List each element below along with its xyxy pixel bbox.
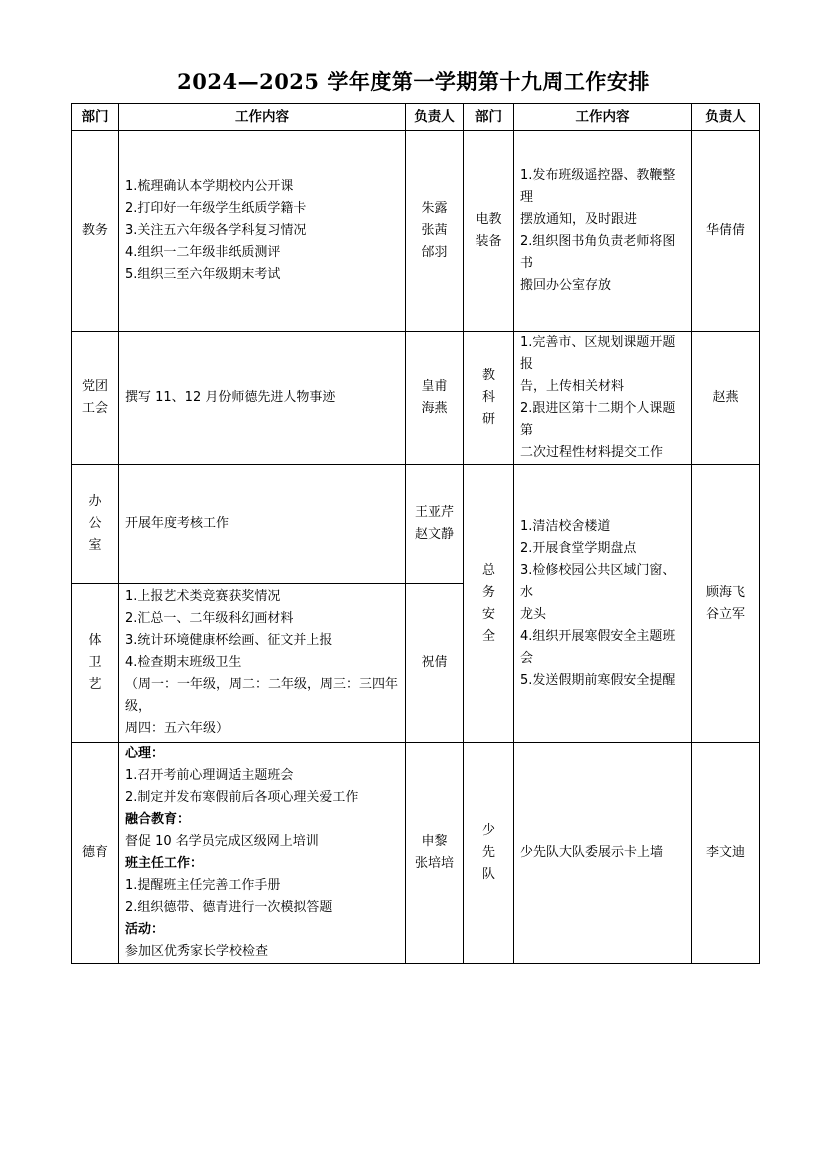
work-item: 督促 10 名学员完成区级网上培训 <box>125 834 319 849</box>
content-cell <box>514 332 692 465</box>
header-content-2: 工作内容 <box>514 104 692 131</box>
dept-char: 总 <box>481 562 495 578</box>
table-row <box>72 131 760 332</box>
dept-cell: 教务 <box>72 131 119 332</box>
work-item: 2.汇总一、二年级科幻画材料 <box>125 611 294 626</box>
owner-cell <box>692 465 760 743</box>
work-item: 1.召开考前心理调适主题班会 <box>125 768 294 783</box>
dept-cell <box>464 465 514 743</box>
section-heading: 融合教育： <box>125 812 191 827</box>
owner-name: 皇甫 <box>421 379 448 394</box>
work-item: 摆放通知，及时跟进 <box>520 212 638 227</box>
dept-char: 室 <box>88 538 102 553</box>
dept-char: 科 <box>481 390 495 405</box>
work-item: 1.发布班级遥控器、教鞭整理 <box>520 168 676 205</box>
owner-name: 邰羽 <box>421 245 448 260</box>
content-cell <box>119 743 406 964</box>
content-cell <box>514 131 692 332</box>
work-item: 2.组织德带、德青进行一次模拟答题 <box>125 900 333 915</box>
work-item: 2.开展食堂学期盘点 <box>520 540 637 556</box>
owner-name: 顾海飞 <box>705 584 745 600</box>
dept-cell <box>464 332 514 465</box>
content-cell <box>514 465 692 743</box>
dept-char: 先 <box>481 845 495 860</box>
work-item: 1.上报艺术类竞赛获奖情况 <box>125 589 281 604</box>
owner-name: 申黎 <box>421 834 448 849</box>
table-row <box>72 332 760 465</box>
work-item: 告，上传相关材料 <box>520 379 625 394</box>
owner-cell <box>406 332 464 465</box>
header-owner-2: 负责人 <box>692 104 760 131</box>
section-heading: 心理： <box>125 746 165 761</box>
owner-name: 赵文静 <box>414 527 454 542</box>
owner-cell: 赵燕 <box>692 332 760 465</box>
work-item: 2.打印好一年级学生纸质学籍卡 <box>125 201 307 216</box>
dept-cell <box>464 743 514 964</box>
work-item: 3.统计环境健康杯绘画、征文并上报 <box>125 633 333 648</box>
dept-char: 务 <box>481 584 495 600</box>
work-item: 搬回办公室存放 <box>520 278 612 293</box>
header-owner: 负责人 <box>406 104 464 131</box>
owner-name: 张茜 <box>421 223 448 238</box>
work-item: 3.关注五六年级各学科复习情况 <box>125 223 307 238</box>
dept-cell <box>72 465 119 584</box>
dept-char: 全 <box>481 628 495 644</box>
section-heading: 班主任工作： <box>125 856 204 871</box>
dept-char: 党团 <box>81 379 108 394</box>
work-item: 4.组织开展寒假安全主题班会 <box>520 628 676 666</box>
owner-name: 张培培 <box>414 856 454 871</box>
work-item: 5.组织三至六年级期末考试 <box>125 267 281 282</box>
dept-char: 艺 <box>88 677 102 692</box>
work-item: 少先队大队委展示卡上墙 <box>520 845 664 860</box>
work-item: （周一：一年级，周二：二年级，周三：三四年级， <box>125 677 399 714</box>
owner-name: 王亚芹 <box>414 505 454 520</box>
dept-char: 研 <box>481 412 495 427</box>
dept-cell <box>72 584 119 743</box>
dept-char: 公 <box>88 516 102 531</box>
content-cell <box>119 131 406 332</box>
content-cell <box>514 743 692 964</box>
dept-cell: 德育 <box>72 743 119 964</box>
work-item: 开展年度考核工作 <box>125 516 230 531</box>
work-item: 1.清洁校舍楼道 <box>520 518 611 534</box>
work-item: 4.检查期末班级卫生 <box>125 655 242 670</box>
work-item: 4.组织一二年级非纸质测评 <box>125 245 281 260</box>
owner-name: 海燕 <box>421 401 448 416</box>
schedule-table <box>71 103 760 964</box>
dept-char: 教 <box>481 368 495 383</box>
work-item: 2.制定并发布寒假前后各项心理关爱工作 <box>125 790 359 805</box>
work-item: 周四：五六年级） <box>125 721 230 736</box>
dept-char: 办 <box>88 494 102 509</box>
work-item: 1.完善市、区规划课题开题报 <box>520 335 676 372</box>
dept-cell <box>464 131 514 332</box>
owner-name: 谷立军 <box>705 606 745 622</box>
dept-char: 体 <box>88 633 102 648</box>
dept-char: 电教 <box>475 212 502 227</box>
dept-char: 安 <box>481 606 495 622</box>
owner-cell: 华倩倩 <box>692 131 760 332</box>
page-title: 2024—2025 学年度第一学期第十九周工作安排 <box>177 69 650 94</box>
header-dept: 部门 <box>72 104 119 131</box>
content-cell <box>119 332 406 465</box>
owner-cell <box>406 743 464 964</box>
header-content: 工作内容 <box>119 104 406 131</box>
work-item: 参加区优秀家长学校检查 <box>125 944 269 959</box>
owner-cell: 祝倩 <box>406 584 464 743</box>
dept-char: 少 <box>481 823 495 838</box>
owner-cell: 李文迪 <box>692 743 760 964</box>
owner-cell <box>406 131 464 332</box>
content-cell <box>119 465 406 584</box>
dept-cell <box>72 332 119 465</box>
header-dept-2: 部门 <box>464 104 514 131</box>
work-item: 3.检修校园公共区域门窗、水 <box>520 562 676 600</box>
section-heading: 活动： <box>125 922 165 937</box>
dept-char: 卫 <box>88 655 102 670</box>
header-row <box>72 104 760 131</box>
work-item: 2.组织图书角负责老师将图书 <box>520 234 676 271</box>
dept-char: 队 <box>481 867 495 882</box>
table-row <box>72 743 760 964</box>
owner-cell <box>406 465 464 584</box>
work-item: 二次过程性材料提交工作 <box>520 445 664 460</box>
work-item: 撰写 11、12 月份师德先进人物事迹 <box>125 390 336 405</box>
work-item: 5.发送假期前寒假安全提醒 <box>520 672 676 688</box>
dept-char: 工会 <box>81 401 108 416</box>
work-item: 2.跟进区第十二期个人课题第 <box>520 401 676 438</box>
owner-name: 朱露 <box>421 201 448 216</box>
work-item: 龙头 <box>520 606 547 622</box>
table-row <box>72 465 760 584</box>
work-item: 1.梳理确认本学期校内公开课 <box>125 179 294 194</box>
work-item: 1.提醒班主任完善工作手册 <box>125 878 281 893</box>
content-cell <box>119 584 406 743</box>
dept-char: 装备 <box>475 234 502 249</box>
